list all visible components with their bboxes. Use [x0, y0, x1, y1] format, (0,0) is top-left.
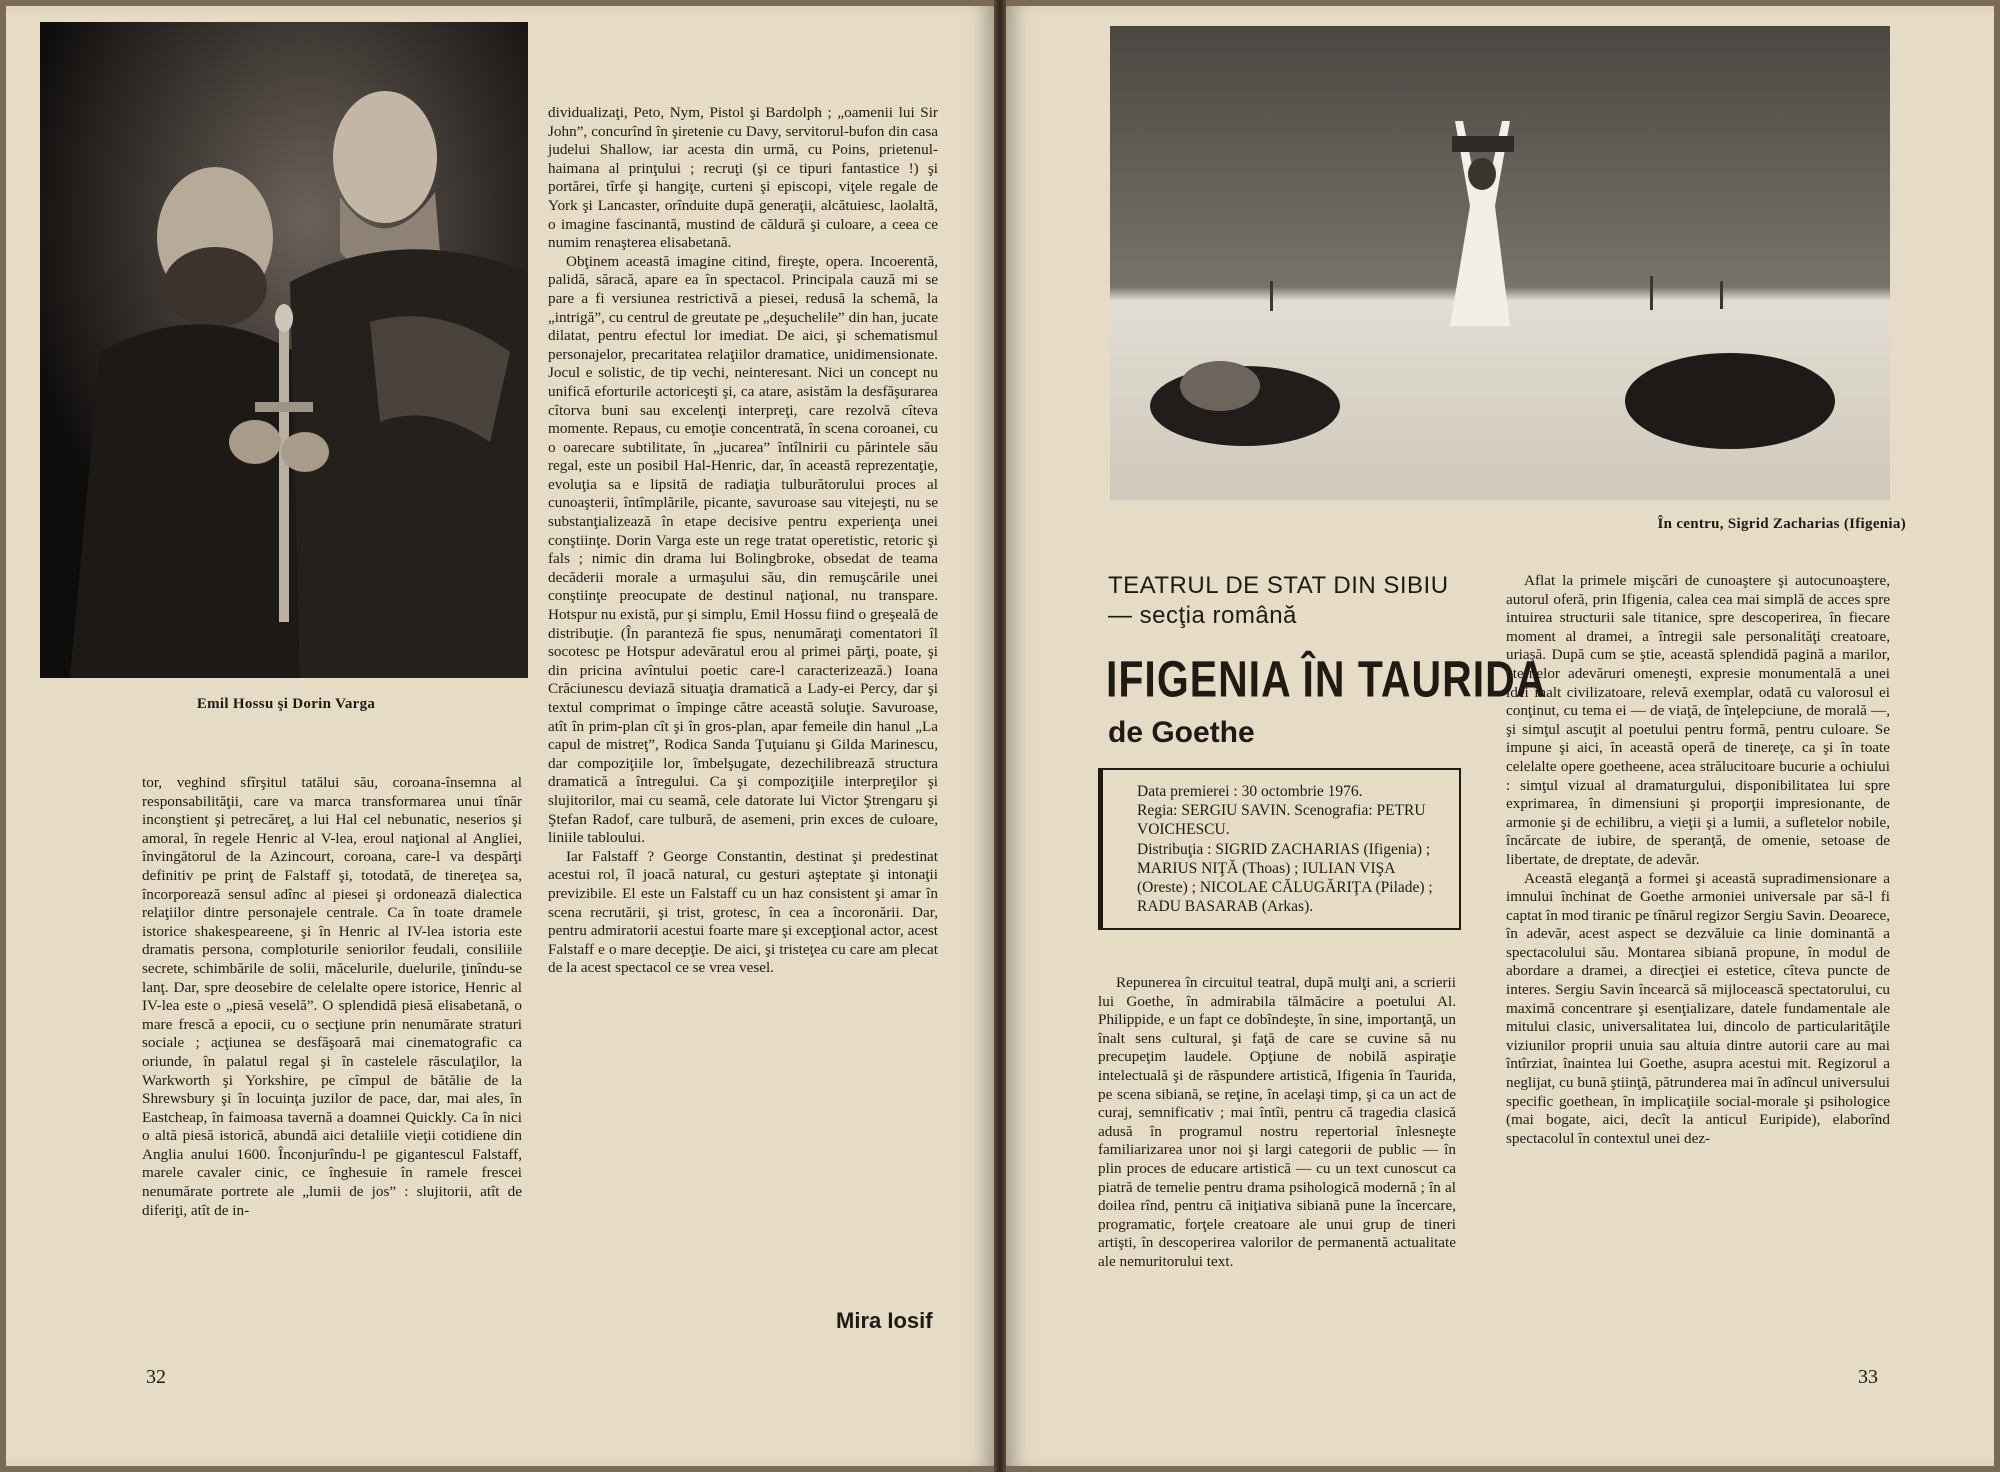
play-author: de Goethe [1108, 716, 1255, 749]
column-right-1 [1098, 974, 1456, 1272]
column-left-1 [142, 774, 522, 1220]
photo-caption-right: În centru, Sigrid Zacharias (Ifigenia) [1657, 516, 1906, 532]
paragraph: Repunerea în circuitul teatral, după mulţi ani, a scrierii lui Goethe, în admirabila tălmăcire a poetului Al. Philippide, e un fapt ce dobîndeşte, în sine, importanţă, un înalt sens cultural, şi faţă de care se cuvine să nu precupeţim laudele. Opţiune de nobilă aspiraţie intelectuală şi de răspundere artistică, Ifigenia în Taurida, pe scena sibiană, se reţine, în acelaşi timp, şi ca un act de curaj, semnificativ ; mai întîi, pentru că tragedia clasică adusă în programul nostru repertorial înlesneşte familiarizarea unor noi şi largi categorii de public — în plin proces de educare artistică — cu un text cunoscut ca piatră de temelie pentru drama psihologică modernă ; în al doilea rînd, pentru că iniţiativa sibiană pune la încercare, programatic, forţele creatoare ale unui grup de tineri artişti, în descoperirea valorilor de permanentă actualitate ale nemuritorului text. [1098, 974, 1456, 1270]
column-left-2 [548, 104, 938, 978]
photo-stage-scene-icon [1110, 26, 1890, 500]
paragraph: Obţinem această imagine citind, fireşte, opera. Incoerentă, palidă, săracă, apare ea în spectacol. Principala cauză mi se pare a fi versiunea restrictivă a piesei, redusă la schemă, la „intrigă”, cu centrul de greutate pe „deşuchelile” din han, jucate dilatat, pentru efectul lor imediat. De aici, şi schematismul personajelor, precaritatea relaţiilor dramatice, unidimensionate. Jocul e solistic, de tip vechi, neinteresant. Nici un concept nu unifică eforturile actoriceşti şi, ca atare, asistăm la desfăşurarea cîtorva buni sau excelenţi interpreţi, care rezolvă cîteva momente. Repaus, cu emoţie concentrată, în scena coroanei, cu o oarecare subtilitate, în „jucarea” întîlnirii cu părintele său regal, este un posibil Hal-Henric, dar, în această reprezentaţie, evoluţia sa e lipsită de radiaţia tulburătorului proces al cunoaşterii, întîmplările, picante, savuroase sau vitejeşti, nu se substanţializează în etape decisive pentru experienţa unei conştiinţe. Dorin Varga este un rege tratat operetistic, retoric şi fals ; nimic din drama lui Bolingbroke, obsedat de teama decăderii morale a urmaşului său, din remuşcările unei conştiinţe preocupate de destinul naţional, nu transpare. Hotspur nu există, pur şi simplu, Emil Hossu fiind o greşeală de distribuţie. (În paranteză fie spus, nenumăraţi comentatori îl socotesc pe Hotspur adevăratul erou al primei părţi, poate, şi din pricina avîntului poetic care-l caracterizează.) Ioana Crăciunescu deviază situaţia dramatică a Lady-ei Percy, dar şi textul comprimat o împinge către această soluţie. Savuroase, atît în prim-plan cît şi în gros-plan, apar femeile din hanul „La capul de mistreţ”, Rodica Sanda Ţuţuianu şi Gilda Marinescu, dar compoziţiile lor, îmbelşugate, dezechilibrează structura dramatică a întregului. Ca şi compoziţiile interpreţilor şi slujitorilor, mai cu seamă, cele datorate lui Victor Ştrengaru şi Ştefan Radof, care tulbură, de asemeni, prin exces de culoare, liniile tabloului. [548, 252, 938, 847]
paragraph: Aflat la primele mişcări de cunoaştere şi autocunoaştere, autorul oferă, prin Ifigenia, calea cea mai simplă de acces spre intuirea structurii sale titanice, spre descoperirea, în fiecare moment al dramei, a întregii sale personalităţi creatoare, uriaşă. După cum se ştie, această splendidă pagină a marilor, eternelor adevăruri omeneşti, expresie monumentală a unei idei înalt civilizatoare, relevă exemplar, odată cu valorosul ei conţinut, cu tema ei — de viaţă, de înţelepciune, de morală —, şi simţul ascuţit al poetului pentru formă, pentru culoare. Se impune şi aici, în această operă de tinereţe, ca şi în toate celelalte opere goetheene, acea strălucitoare bucurie a ochiului : simţul vizual al dramaturgului, disponibilitatea lui spre exprimarea, în dimensiuni şi proporţii impresionante, de armonie şi de echilibru, a vieţii şi a lumii, a sufletelor nobile, încărcate de iubire, de speranţă, de omenie, setoase de libertate, de dreptate, de adevăr. [1506, 572, 1890, 868]
paragraph: tor, veghind sfîrşitul tatălui său, coroana-însemna al responsabilităţii, care va marca transformarea unui tînăr inconştient şi petrecăreţ, a lui Hal cel nebunatic, neserios şi amoral, în regele Henric al V-lea, eroul naţional al Angliei, învingătorul de la Azincourt, coroana, care-l va despărţi definitiv pe prinţ de Falstaff şi, totodată, de tinereţea sa, încorporează sensul adînc al piesei şi ordonează dialectica relaţiilor dintre personajele centrale. Ca în toate dramele istorice shakespeareene, şi în Henric al IV-lea istoria este dramatis persona, comploturile seniorilor feudali, consiliile secrete, schimbările de solii, măcelurile, duelurile, ţinîndu-se lanţ. Dar, spre deosebire de celelalte opere istorice, Henric al IV-lea este o „piesă veselă”. O splendidă piesă elisabetană, o mare frescă a epocii, cu o secţiune prin nenumărate straturi sociale ; acţiunea se desfăşoară mai cinematografic ca oriunde, în palatul regal şi în castelele răsculaţilor, la Warkworth şi Yorkshire, pe cîmpul de bătălie de la Shrewsbury şi în locuinţa juzilor de pace, dar, mai ales, în Eastcheap, în faimoasa tavernă a doamnei Quickly. Ca în nici o altă piesă istorică, abundă aici detaliile vieţii cotidiene din Anglia anului 1600. Înconjurîndu-l pe gigantescul Falstaff, marele cavaler cinic, ce înghesuie în ramele frescei nenumărate portrete ale „lumii de jos” : slujitorii, atît de diferiţi, atît de in- [142, 774, 522, 1219]
theatre-line-2: — secţia română [1108, 602, 1297, 629]
photo-caption-left: Emil Hossu şi Dorin Varga [196, 696, 376, 712]
direction-credits: Regia: SERGIU SAVIN. Scenografia: PETRU VOICHESCU. [1137, 802, 1426, 839]
production-info-box [1098, 768, 1461, 930]
theatre-name [1108, 571, 1488, 631]
play-title: IFIGENIA ÎN TAURIDA [1106, 650, 1547, 708]
author-signature: Mira Iosif [836, 1308, 933, 1333]
photo-actors [40, 22, 528, 678]
premiere-date: Data premierei : 30 octombrie 1976. [1137, 783, 1363, 800]
paragraph: Această eleganţă a formei şi această supradimensionare a imnului închinat de Goethe armoniei universale par să-l fi captat în mod tiranic pe tînărul regizor Sergiu Savin. Deoarece, în adevăr, acest aspect se dezvăluie ca linie dominantă a spectacolului său. Montarea sibiană propune, în modul de abordare a dramei, a direcţiei ei estetice, cîteva puncte de interes. Sergiu Savin încearcă să mijlocească spectatorului, cu maximă concentrare şi esenţializare, datele fundamentale ale mitului clasic, universalitatea lui, dincolo de particularităţile viziunilor proprii unuia sau altuia dintre autorii care au mai întîrziat, înaintea lui Goethe, asupra acestui mit. Regizorul a neglijat, cu bună ştiinţă, pătrunderea mai în adîncul universului specific goethean, în implicaţiile social-morale şi psihologice (mai bogate, aici, decît la anticul Euripide), elaborînd spectacolul în contextul unei dez- [1506, 869, 1890, 1147]
photo-two-actors-icon [40, 22, 528, 678]
cast-list: Distribuţia : SIGRID ZACHARIAS (Ifigenia) ; MARIUS NIŢĂ (Thoas) ; IULIAN VIŞA (Oreste) ; NICOLAE CĂLUGĂRIŢA (Pilade) ; RADU BASARAB (Arkas). [1137, 840, 1433, 916]
column-right-2 [1506, 572, 1890, 1148]
page-left [6, 6, 994, 1466]
photo-stage-scene [1110, 26, 1890, 500]
page-number-right: 33 [1858, 1366, 1878, 1388]
book-gutter [994, 0, 1006, 1472]
theatre-line-1: TEATRUL DE STAT DIN SIBIU [1108, 572, 1449, 599]
page-number-left: 32 [146, 1366, 166, 1388]
paragraph: Iar Falstaff ? George Constantin, destinat şi predestinat acestui rol, îl joacă natural, cu gesturi aşteptate şi intonaţii previzibile. El este un Falstaff cu un haz consistent şi amar în scena recrutării, şi trist, grotesc, în cea a încoronării. Dar, pentru admiratorii acestui foarte mare şi excepţional actor, acest Falstaff e o mare decepţie. De aici, şi tristeţea cu care am plecat de la acest spectacol ce se vrea vesel. [548, 847, 938, 977]
paragraph: dividualizaţi, Peto, Nym, Pistol şi Bardolph ; „oamenii lui Sir John”, concurînd în şiretenie cu Davy, servitorul-bufon din casa judelui Shallow, iar acesta din urmă, cu Poins, prietenul-haimana al prinţului ; recruţi (şi ce tipuri fantastice !) şi portărei, tîrfe şi hangiţe, curteni şi episcopi, viţele regale de York şi Lancaster, orînduite după generaţii, alcătuiesc, laolaltă, o imagine fascinantă, mustind de căldură şi culoare, a ceea ce numim renaşterea elisabetană. [548, 104, 938, 252]
page-right [1006, 6, 1994, 1466]
